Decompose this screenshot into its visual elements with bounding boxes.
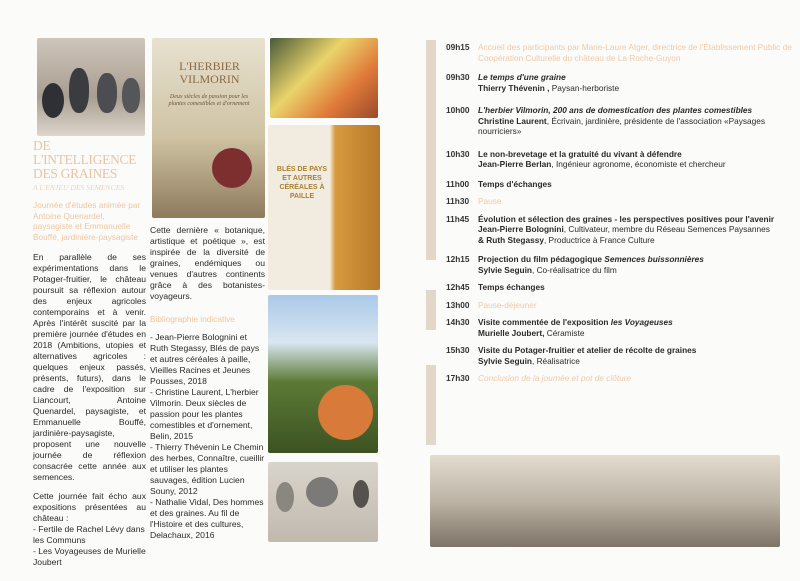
seed-sculptures-photo bbox=[37, 38, 145, 136]
seed-sculpture bbox=[69, 68, 89, 113]
program-title: Visite commentée de l'exposition bbox=[478, 317, 609, 327]
program-item bbox=[446, 254, 796, 275]
program-title: Accueil des participants par Marie-Laure Atger, bbox=[478, 42, 651, 52]
intro-text: Journée d'études animée par Antoine Quenardel, paysagiste et Emmanuelle Bouffé, jardinière-paysagiste bbox=[33, 200, 141, 242]
exhibition-item: - Fertile de Rachel Lévy dans les Communs bbox=[33, 524, 145, 546]
program-time: 11h45 bbox=[446, 213, 470, 224]
program-title: L'herbier Vilmorin, 200 ans de domestication des plantes comestibles bbox=[478, 105, 753, 115]
ceramic-seed bbox=[276, 482, 294, 512]
exhibitions-paragraph: Cette journée fait écho aux expositions présentées au château : bbox=[33, 491, 146, 524]
program-item bbox=[446, 149, 796, 170]
program-role: , Productrice à France Culture bbox=[543, 234, 655, 245]
program-bar bbox=[426, 40, 436, 260]
book-title: L'HERBIER VILMORIN bbox=[179, 59, 240, 86]
program-title: Pause-déjeuner bbox=[478, 299, 537, 310]
ceramic-seeds-photo bbox=[268, 462, 378, 542]
pumpkin bbox=[318, 385, 373, 440]
program-speaker: & Ruth Stegassy bbox=[478, 234, 544, 245]
program-item bbox=[446, 196, 796, 207]
program-role: , Réalisatrice bbox=[531, 355, 580, 366]
bibliography-item: - Jean-Pierre Bolognini et Ruth Stegassy, Blés de pays et autres céréales à paille, Vieilles Racines et Jeunes Pousses, 2018 bbox=[150, 332, 260, 386]
program-text bbox=[478, 373, 796, 384]
program-item bbox=[446, 214, 796, 246]
program-role: Paysan-herboriste bbox=[549, 82, 620, 93]
program-title: Pause bbox=[478, 196, 502, 206]
program-speaker: Christine Laurent bbox=[478, 115, 547, 126]
bibliography-item: - Nathalie Vidal, Des hommes et des graines. Au fil de l'Histoire et des cultures, Delachaux, 2016 bbox=[150, 497, 264, 540]
program-title-emphasis: Semences buissonnières bbox=[602, 254, 704, 264]
bles-de-pays-book-cover bbox=[268, 125, 380, 290]
program-item bbox=[446, 300, 796, 311]
program-title: Le non-brevetage et la gratuité du vivant à défendre bbox=[478, 148, 682, 159]
program-item bbox=[446, 317, 796, 338]
program-speaker: Sylvie Seguin bbox=[478, 355, 532, 366]
program-time: 17h30 bbox=[446, 373, 470, 383]
program-text bbox=[478, 317, 796, 338]
program-time: 10h00 bbox=[446, 105, 470, 115]
vegetables-photo bbox=[270, 38, 378, 118]
seed-sculpture bbox=[122, 78, 140, 113]
program-role: Céramiste bbox=[544, 327, 585, 338]
program-text bbox=[478, 254, 796, 275]
program-speaker: Sylvie Seguin bbox=[478, 264, 532, 275]
program-time: 15h30 bbox=[446, 345, 470, 355]
program-text bbox=[478, 282, 796, 293]
program-title: Projection du film pédagogique bbox=[478, 254, 602, 264]
program-speaker: Thierry Thévenin , bbox=[478, 82, 550, 93]
program-time: 10h30 bbox=[446, 148, 470, 159]
program-title: Temps d'échanges bbox=[478, 178, 552, 189]
program-time: 11h00 bbox=[446, 178, 470, 189]
page-title: DE L'INTELLIGENCE DES GRAINES bbox=[33, 138, 137, 181]
program-time: 12h45 bbox=[446, 282, 470, 292]
program-text bbox=[478, 149, 796, 170]
program-text bbox=[478, 214, 796, 246]
program-time: 11h30 bbox=[446, 196, 470, 206]
program-title: Visite du Potager-fruitier et atelier de récolte de graines bbox=[478, 345, 697, 355]
program-item bbox=[446, 179, 796, 190]
program-speaker: Jean-Pierre Berlan bbox=[478, 159, 552, 169]
program-item bbox=[446, 72, 796, 93]
middle-paragraph: Cette dernière « botanique, artistique et poétique », est inspirée de la diversité de graines, endémiques ou venues d'autres continents grâce à des botanistes-voyageurs. bbox=[150, 225, 265, 301]
page-subtitle: A L'ENJEU DES SEMENCES bbox=[33, 183, 125, 192]
program-role: , Ingénieur agronome, économiste et chercheur bbox=[551, 159, 726, 169]
program-title: Le temps d'une graine bbox=[478, 72, 566, 82]
program-text bbox=[478, 42, 796, 63]
bibliography-list bbox=[150, 332, 265, 541]
program-text bbox=[478, 72, 796, 93]
program-detail: directrice de l'Établissement Public de Coopération Culturelle du château de La Roche-Guyon bbox=[478, 42, 792, 63]
program-time: 14h30 bbox=[446, 317, 470, 327]
program-text bbox=[478, 196, 796, 207]
garden-tower-photo bbox=[268, 295, 378, 453]
herbier-vilmorin-book-cover bbox=[152, 38, 265, 218]
left-column bbox=[33, 139, 146, 568]
program-title: Conclusion de la journée et pot de clôture bbox=[478, 373, 632, 383]
program-item bbox=[446, 345, 796, 366]
program-time: 09h30 bbox=[446, 72, 470, 82]
program-text bbox=[478, 105, 796, 137]
book-caption: Deux siècles de passion pour les plantes comestibles et d'ornement bbox=[168, 94, 250, 107]
program-item bbox=[446, 282, 796, 293]
program-item bbox=[446, 42, 796, 63]
program-time: 09h15 bbox=[446, 42, 470, 52]
middle-column bbox=[150, 225, 265, 541]
exhibition-item: - Les Voyageuses de Murielle Joubert bbox=[33, 546, 146, 568]
bibliography-item: - Christine Laurent, L'herbier Vilmorin. Deux siècles de passion pour les plantes comestibles et d'ornement, Belin, 2015 bbox=[150, 387, 259, 441]
program-role: , Écrivain, jardinière, présidente de l'association «Paysages nourriciers» bbox=[478, 115, 766, 136]
program-time: 13h00 bbox=[446, 299, 470, 310]
bibliography-title: Bibliographie indicative bbox=[150, 314, 235, 324]
ceramic-seed bbox=[353, 480, 369, 508]
program-title-emphasis: les Voyageuses bbox=[608, 317, 673, 327]
program-bar bbox=[426, 290, 436, 330]
program-item bbox=[446, 373, 796, 384]
program-text bbox=[478, 179, 796, 190]
program-text bbox=[478, 345, 796, 366]
program-title: Temps échanges bbox=[478, 282, 545, 292]
program-time: 12h15 bbox=[446, 254, 470, 264]
program-schedule bbox=[446, 42, 796, 384]
exhibition-list bbox=[33, 524, 146, 568]
program-role: , Co-réalisatrice du film bbox=[531, 264, 617, 275]
program-speaker: Murielle Joubert, bbox=[478, 327, 545, 338]
flower-illustration bbox=[212, 148, 252, 188]
program-role: , Cultivateur, membre du Réseau Semences Paysannes bbox=[563, 224, 770, 234]
seed-jars-photo bbox=[430, 455, 780, 547]
body-paragraph: En parallèle de ses expérimentations dans le Potager-fruitier, le château poursuit sa réflexion autour des enjeux agricoles contemporains et à venir. Après l'intérêt suscité par la première journée d'études en 2018 (Ambitions, utopies et alternatives agricoles : quelques enjeux passés, présents, futurs), dans le cadre de l'exposition sur Liancourt, Antoine Quenardel, paysagiste, et Emmanuelle Bouffé, jardinière-paysagiste, proposent une nouvelle journée de réflexion consacrée cette année aux semences. bbox=[33, 252, 146, 483]
bibliography-item: - Thierry Thévenin Le Chemin des herbes, Connaître, cueillir et utiliser les plantes sauvages, édition Lucien Souny, 2012 bbox=[150, 442, 265, 496]
seed-sculpture bbox=[97, 73, 117, 113]
program-bar bbox=[426, 365, 436, 445]
seed-sculpture bbox=[42, 83, 64, 118]
book2-title: BLÉS DE PAYS ET AUTRES CÉRÉALES À PAILLE bbox=[276, 166, 328, 200]
program-speaker: Jean-Pierre Bolognini bbox=[478, 224, 564, 234]
ceramic-seed bbox=[306, 477, 338, 507]
program-text bbox=[478, 300, 796, 311]
program-item bbox=[446, 105, 796, 137]
program-title: Évolution et sélection des graines - les perspectives positives pour l'avenir bbox=[478, 213, 775, 224]
